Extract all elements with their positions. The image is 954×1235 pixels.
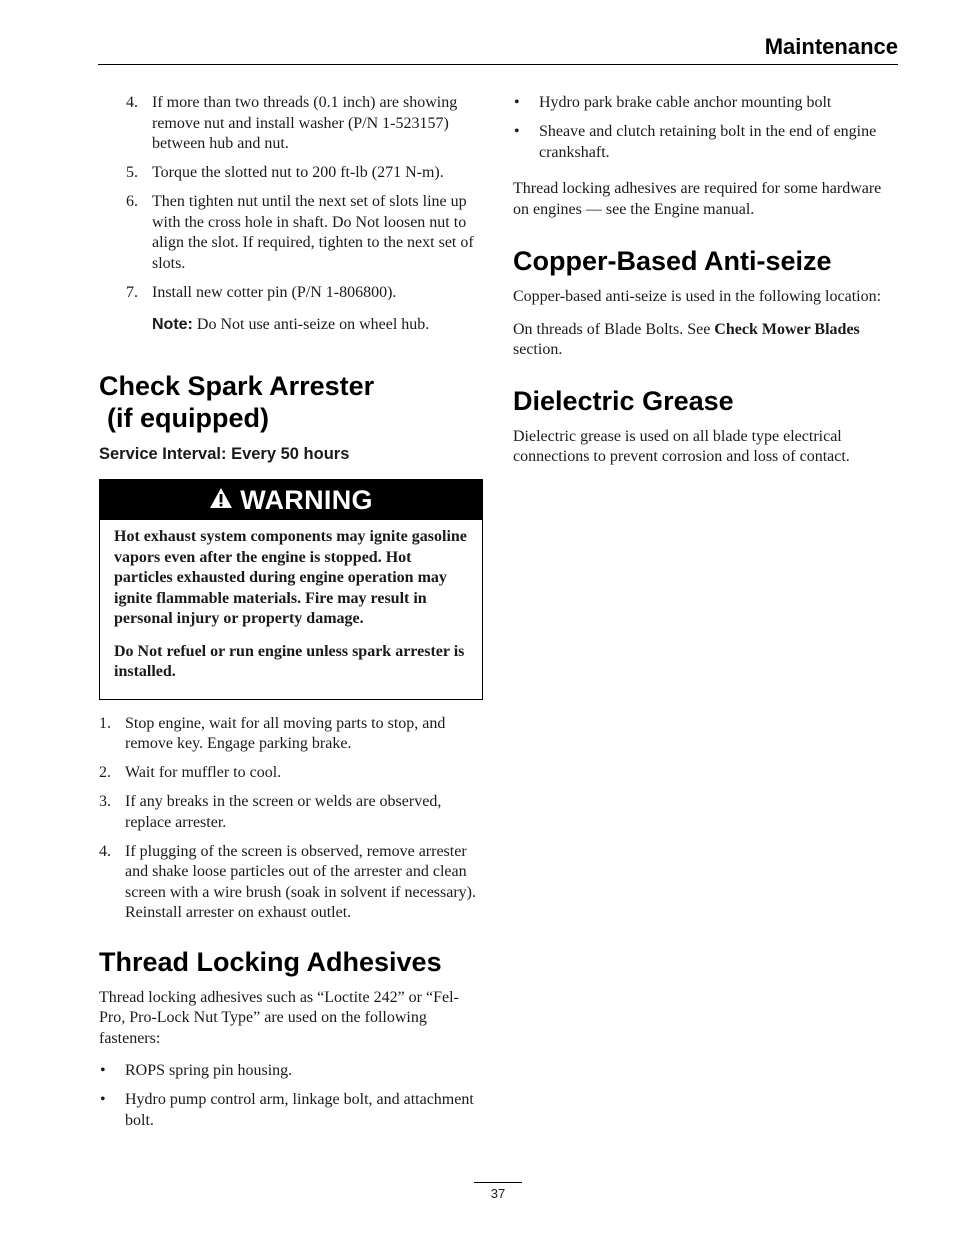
list-item: 2. Wait for muffler to cool. <box>99 764 282 781</box>
bullet-icon: • <box>100 1091 106 1108</box>
warning-header <box>100 480 482 520</box>
bullet-icon: • <box>514 123 520 140</box>
list-item: 3. If any breaks in the screen or welds are observed, replace arrester. <box>99 793 442 831</box>
bullet-icon: • <box>514 94 520 111</box>
warning-body <box>100 520 482 699</box>
list-item: 1. Stop engine, wait for all moving parts to stop, and remove key. Engage parking brake. <box>99 714 446 752</box>
dielectric-grease-heading: Dielectric Grease <box>513 385 734 416</box>
section-title: Maintenance <box>764 34 898 59</box>
list-item: • ROPS spring pin housing. <box>99 1061 485 1082</box>
list-item: • Hydro park brake cable anchor mounting bolt <box>513 93 899 114</box>
warning-box <box>99 479 483 700</box>
copper-anti-seize-location: On threads of Blade Bolts. See Check Mower Blades section. <box>513 320 860 358</box>
warning-label: WARNING <box>240 484 373 515</box>
thread-locking-intro: Thread locking adhesives such as “Loctite 242” or “Fel-Pro, Pro-Lock Nut Type” are used on the following fasteners: <box>99 988 459 1047</box>
warning-triangle-icon <box>209 487 233 514</box>
list-item: • Hydro pump control arm, linkage bolt, and attachment bolt. <box>100 1091 474 1129</box>
list-item: • Sheave and clutch retaining bolt in the end of engine crankshaft. <box>514 123 877 161</box>
list-item: 6. Then tighten nut until the next set of slots line up with the cross hole in shaft. Do Not loosen nut to align the slot. If required, tighten to the next set of slots. <box>126 193 474 272</box>
thread-locking-heading: Thread Locking Adhesives <box>99 946 442 977</box>
list-item: 5. Torque the slotted nut to 200 ft-lb (271 N-m). <box>126 164 444 181</box>
header-rule <box>98 64 898 65</box>
dielectric-grease-text: Dielectric grease is used on all blade type electrical connections to prevent corrosion and loss of contact. <box>513 427 850 465</box>
copper-anti-seize-heading: Copper-Based Anti-seize <box>513 246 832 276</box>
spark-arrester-steps <box>99 714 485 924</box>
bullet-icon: • <box>100 1062 106 1079</box>
spark-arrester-heading: Check Spark Arrester (if equipped) <box>99 371 375 433</box>
note-text: Do Not use anti-seize on wheel hub. <box>196 316 430 333</box>
warning-text: Hot exhaust system components may ignite gasoline vapors even after the engine is stopped. Hot particles exhausted during engine operation may ignite flammable materials. Fire may result in personal injury or property damage. <box>114 528 467 627</box>
thread-locking-engine-note: Thread locking adhesives are required for some hardware on engines — see the Engine manual. <box>513 180 882 218</box>
thread-locking-bullets <box>99 1061 485 1131</box>
note-label: Note: <box>152 316 193 333</box>
wheel-hub-steps <box>99 93 485 303</box>
warning-text: Do Not refuel or run engine unless spark arrester is installed. <box>114 642 465 680</box>
list-item: 7. Install new cotter pin (P/N 1-806800). <box>126 283 397 301</box>
wheel-hub-note <box>99 315 485 335</box>
list-item: 4. If plugging of the screen is observed, remove arrester and shake loose particles out of the arrester and clean screen with a wire brush (soak in solvent if necessary). Reinstall arrester on exhaust outlet. <box>99 842 476 921</box>
page-number: 37 <box>474 1182 522 1201</box>
section-reference: Check Mower Blades <box>714 320 860 338</box>
left-column <box>99 93 485 1140</box>
thread-locking-bullets-cont <box>513 93 899 163</box>
service-interval: Service Interval: Every 50 hours <box>99 445 350 463</box>
copper-anti-seize-text: Copper-based anti-seize is used in the following location: <box>513 288 882 305</box>
right-column <box>513 93 899 480</box>
list-item: 4. If more than two threads (0.1 inch) are showing remove nut and install washer (P/N 1-523157) between hub and nut. <box>126 94 458 152</box>
